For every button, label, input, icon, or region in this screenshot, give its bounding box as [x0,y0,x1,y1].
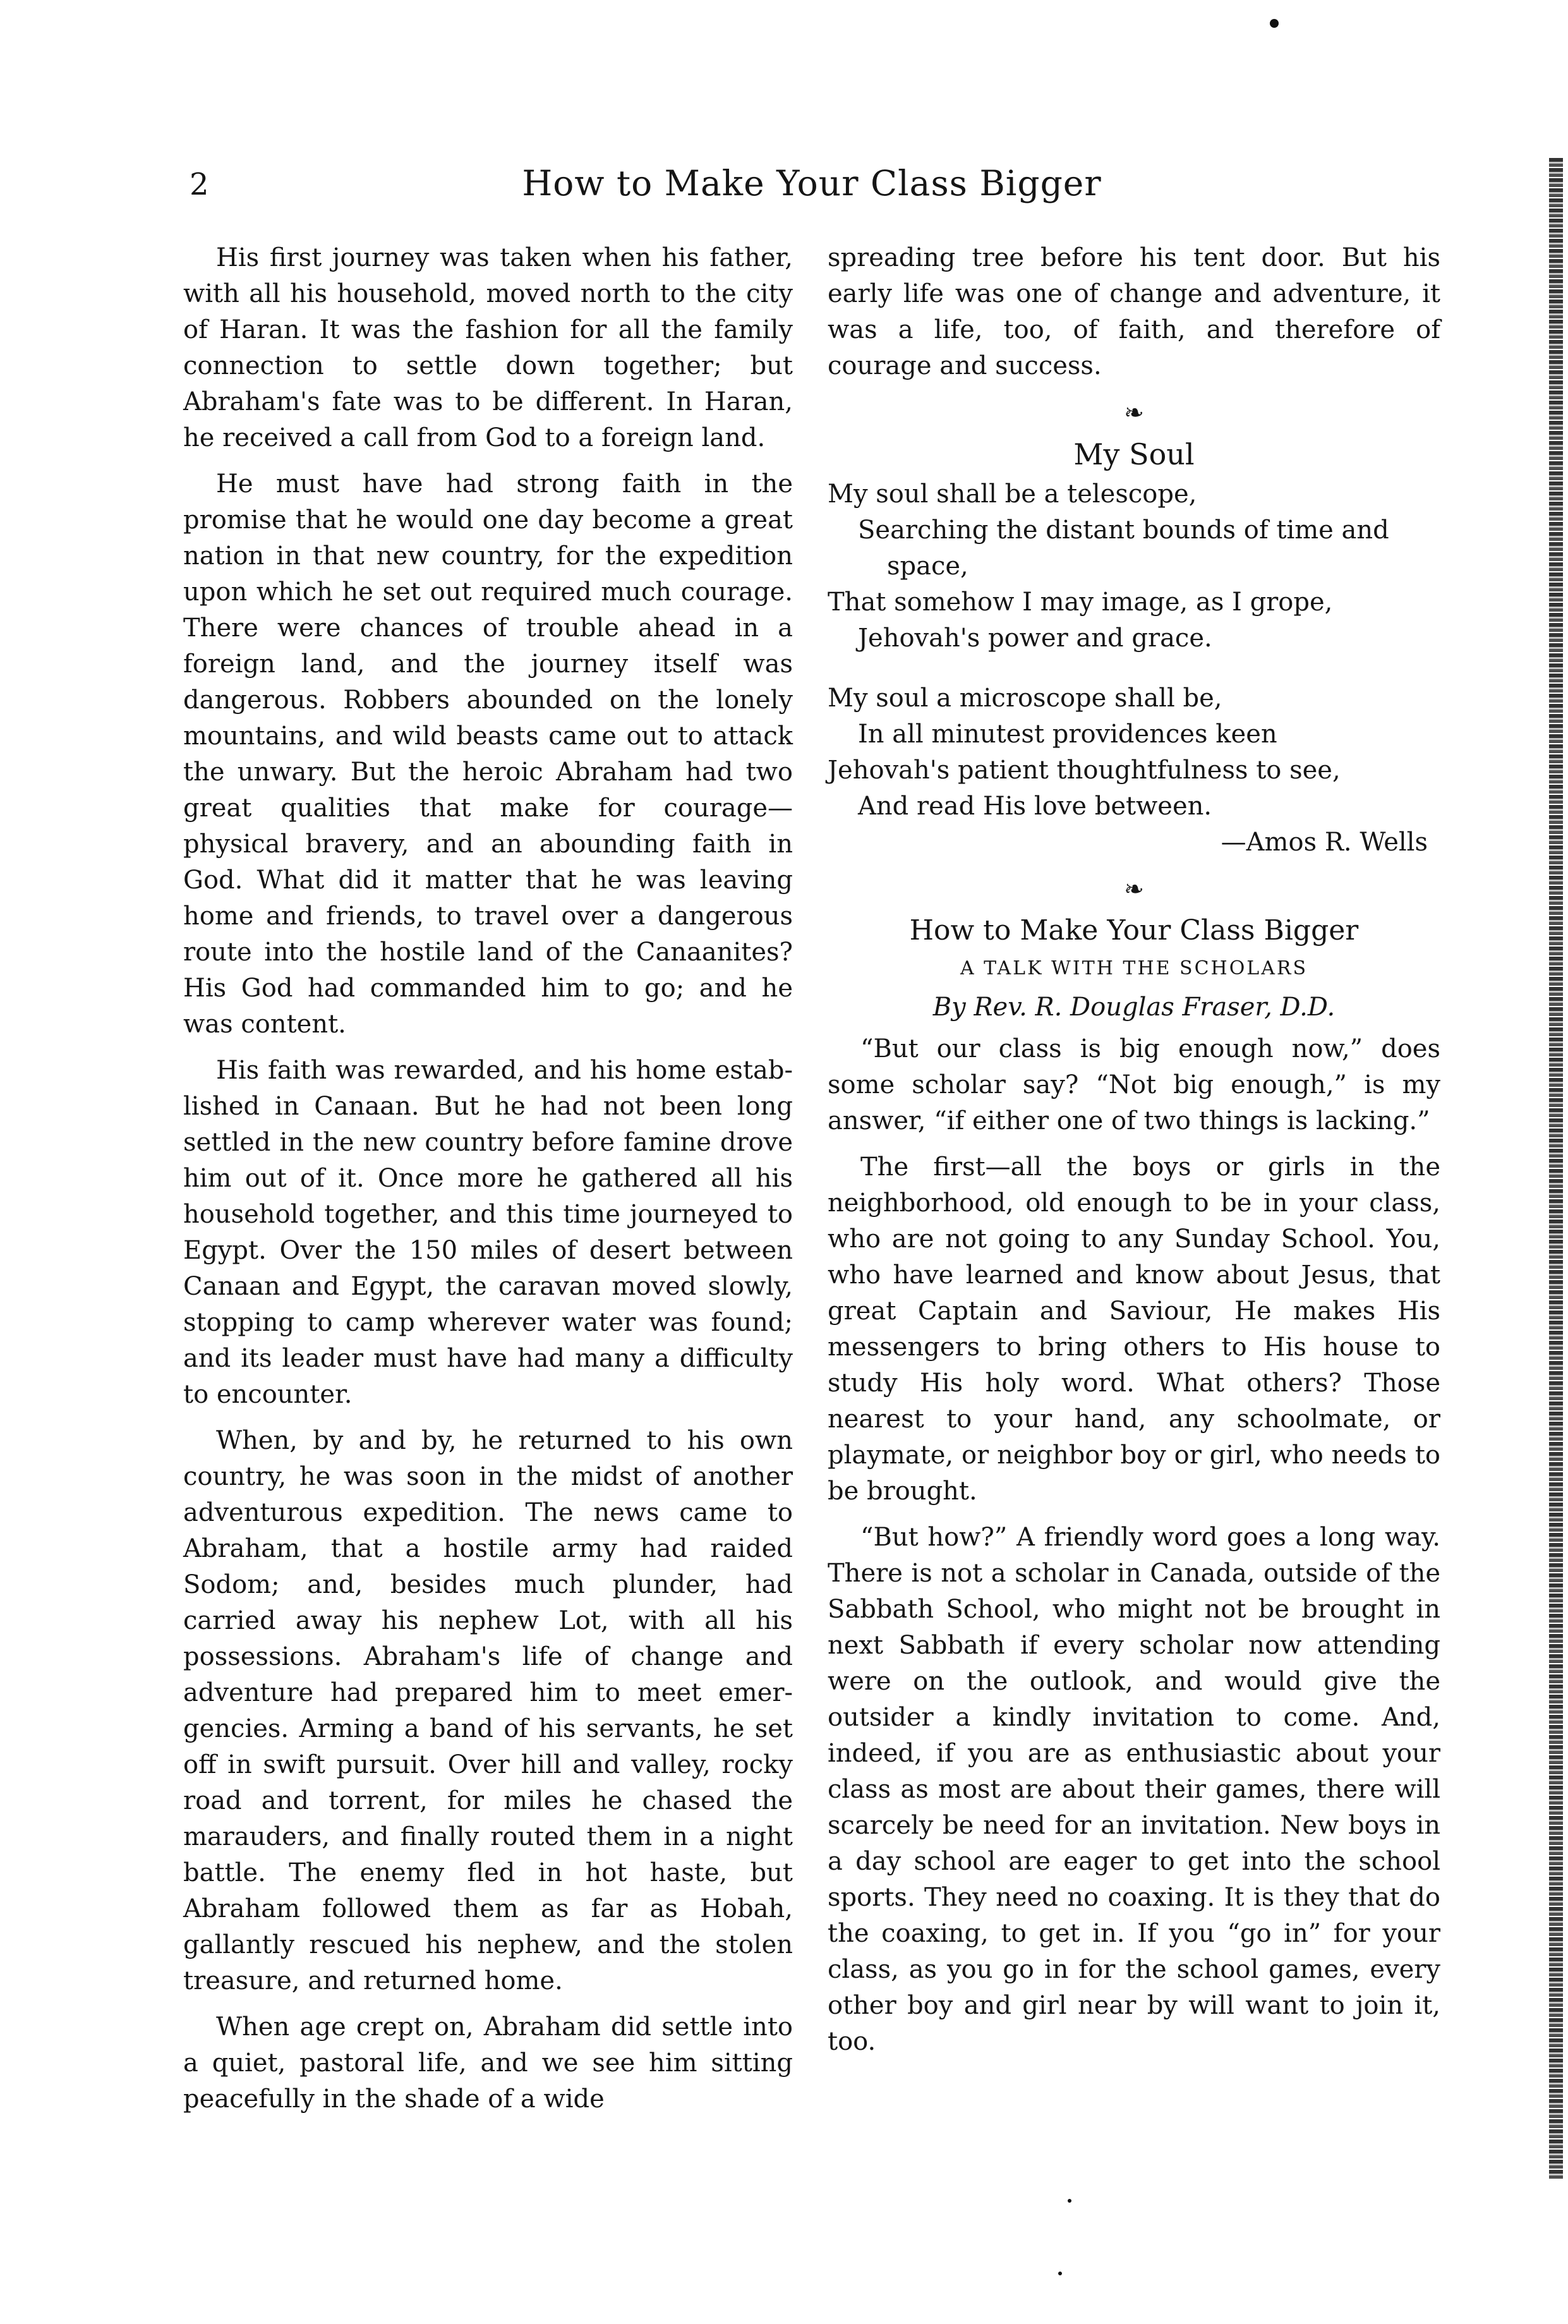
article-subtitle: A TALK WITH THE SCHOLARS [960,957,1308,979]
left-paragraph-1: His first journey was taken when his father, with all his household, moved north to the city of Haran. It was the fashion for all the family connection to settle down together; but Abraham's fate was to be different. In Haran, he received a call from God to a foreign land. [183,243,793,452]
poem-line: In all minutest providences keen [858,720,1277,749]
poem-line: space, [887,552,968,581]
poem-line: That somehow I may image, as I grope, [828,588,1333,617]
article-paragraph-1: “But our class is big enough now,” does some scholar say? “Not big enough,” is my answer, “if either one of two things is lacking.” [828,1034,1440,1135]
poem-stanza-1 [828,476,1440,657]
poem-title: My Soul [1073,437,1195,471]
poem-stanza-2 [828,681,1440,861]
poem-line: Searching the distant bounds of time and [858,516,1389,545]
running-title: How to Make Your Class Bigger [522,163,1102,203]
left-paragraph-3: His faith was rewarded, and his home established in Canaan. But he had not been long settled in the new country before famine drove him out of it. Once more he gathered all his household together, and this time journeyed to Egypt. Over the 150 miles of desert between Canaan and Egypt, the caravan moved slowly, stopping to camp wherever water was found; and its leader must have had many a difficulty to encounter. [183,1056,793,1409]
poem-attribution: —Amos R. Wells [1221,828,1428,857]
ornament-icon: ❧ [1124,399,1144,427]
continuation-paragraph: spreading tree before his tent door. But his early life was one of change and adventure, it was a life, too, of faith, and therefore of courage and success. [828,243,1440,380]
poem-line: My soul shall be a telescope, [828,480,1197,509]
ink-speck [1068,2199,1071,2203]
left-paragraph-4: When, by and by, he returned to his own country, he was soon in the midst of another adventurous expedition. The news came to Abraham, that a hostile army had raided Sodom; and, besides much plunder, had carried away his nephew Lot, with all his possessions. Abraham's life of change and adventure had prepared him to meet emergencies. Arming a band of his servants, he set off in swift pursuit. Over hill and valley, rocky road and torrent, for miles he chased the marauders, and finally routed them in a night battle. The enemy fled in hot haste, but Abraham followed them as far as Hobah, gallantly rescued his nephew, and the stolen treasure, and returned home. [183,1426,793,1995]
poem [828,476,1440,861]
left-column [183,240,793,2127]
article-title: How to Make Your Class Bigger [909,914,1359,947]
poem-line: My soul a microscope shall be, [828,684,1222,713]
left-paragraph-2: He must have had strong faith in the promise that he would one day become a great nation in that new country, for the expedition upon which he set out required much courage. There were chances of trouble ahead in a foreign land, and the journey itself was dangerous. Robbers abounded on the lonely mountains, and wild beasts came out to attack the unwary. But the heroic Abraham had two great qualities that make for courage—physical bravery, and an abounding faith in God. What did it matter that he was leaving home and friends, to travel over a dangerous route into the hostile land of the Canaanites? His God had commanded him to go; and he was content. [183,469,793,1039]
article-paragraph-3: “But how?” A friendly word goes a long way. There is not a scholar in Canada, outside of the Sabbath School, who might not be brought in next Sabbath if every scholar now attending were on the outlook, and would give the outsider a kindly invitation to come. And, indeed, if you are as enthusiastic about your class as most are about their games, there will scarcely be need for an invitation. New boys in a day school are eager to get into the school sports. They need no coaxing. It is they that do the coaxing, to get in. If you “go in” for your class, as you go in for the school games, every other boy and girl near by will want to join it, too. [828,1523,1440,2056]
poem-line: Jehovah's patient thoughtfulness to see, [828,756,1341,785]
right-column [828,240,1440,2070]
page-number: 2 [190,167,209,202]
article-byline: By Rev. R. Douglas Fraser, D.D. [932,993,1336,1022]
ink-speck [1058,2272,1062,2275]
ink-speck [1270,19,1279,28]
scan-edge-strip [1549,158,1563,2180]
article-paragraph-2: The first—all the boys or girls in the neighborhood, old enough to be in your class, who are not going to any Sunday School. You, who have learned and know about Jesus, that great Captain and Saviour, He makes His messengers to bring others to His house to study His holy word. What others? Those nearest to your hand, any schoolmate, or playmate, or neighbor boy or girl, who needs to be brought. [828,1153,1440,1506]
ornament-icon: ❧ [1124,875,1144,903]
left-paragraph-5: When age crept on, Abraham did settle into a quiet, pastoral life, and we see him sitting peacefully in the shade of a wide [183,2012,793,2114]
poem-line: Jehovah's power and grace. [858,624,1212,653]
poem-line: And read His love between. [858,792,1212,821]
